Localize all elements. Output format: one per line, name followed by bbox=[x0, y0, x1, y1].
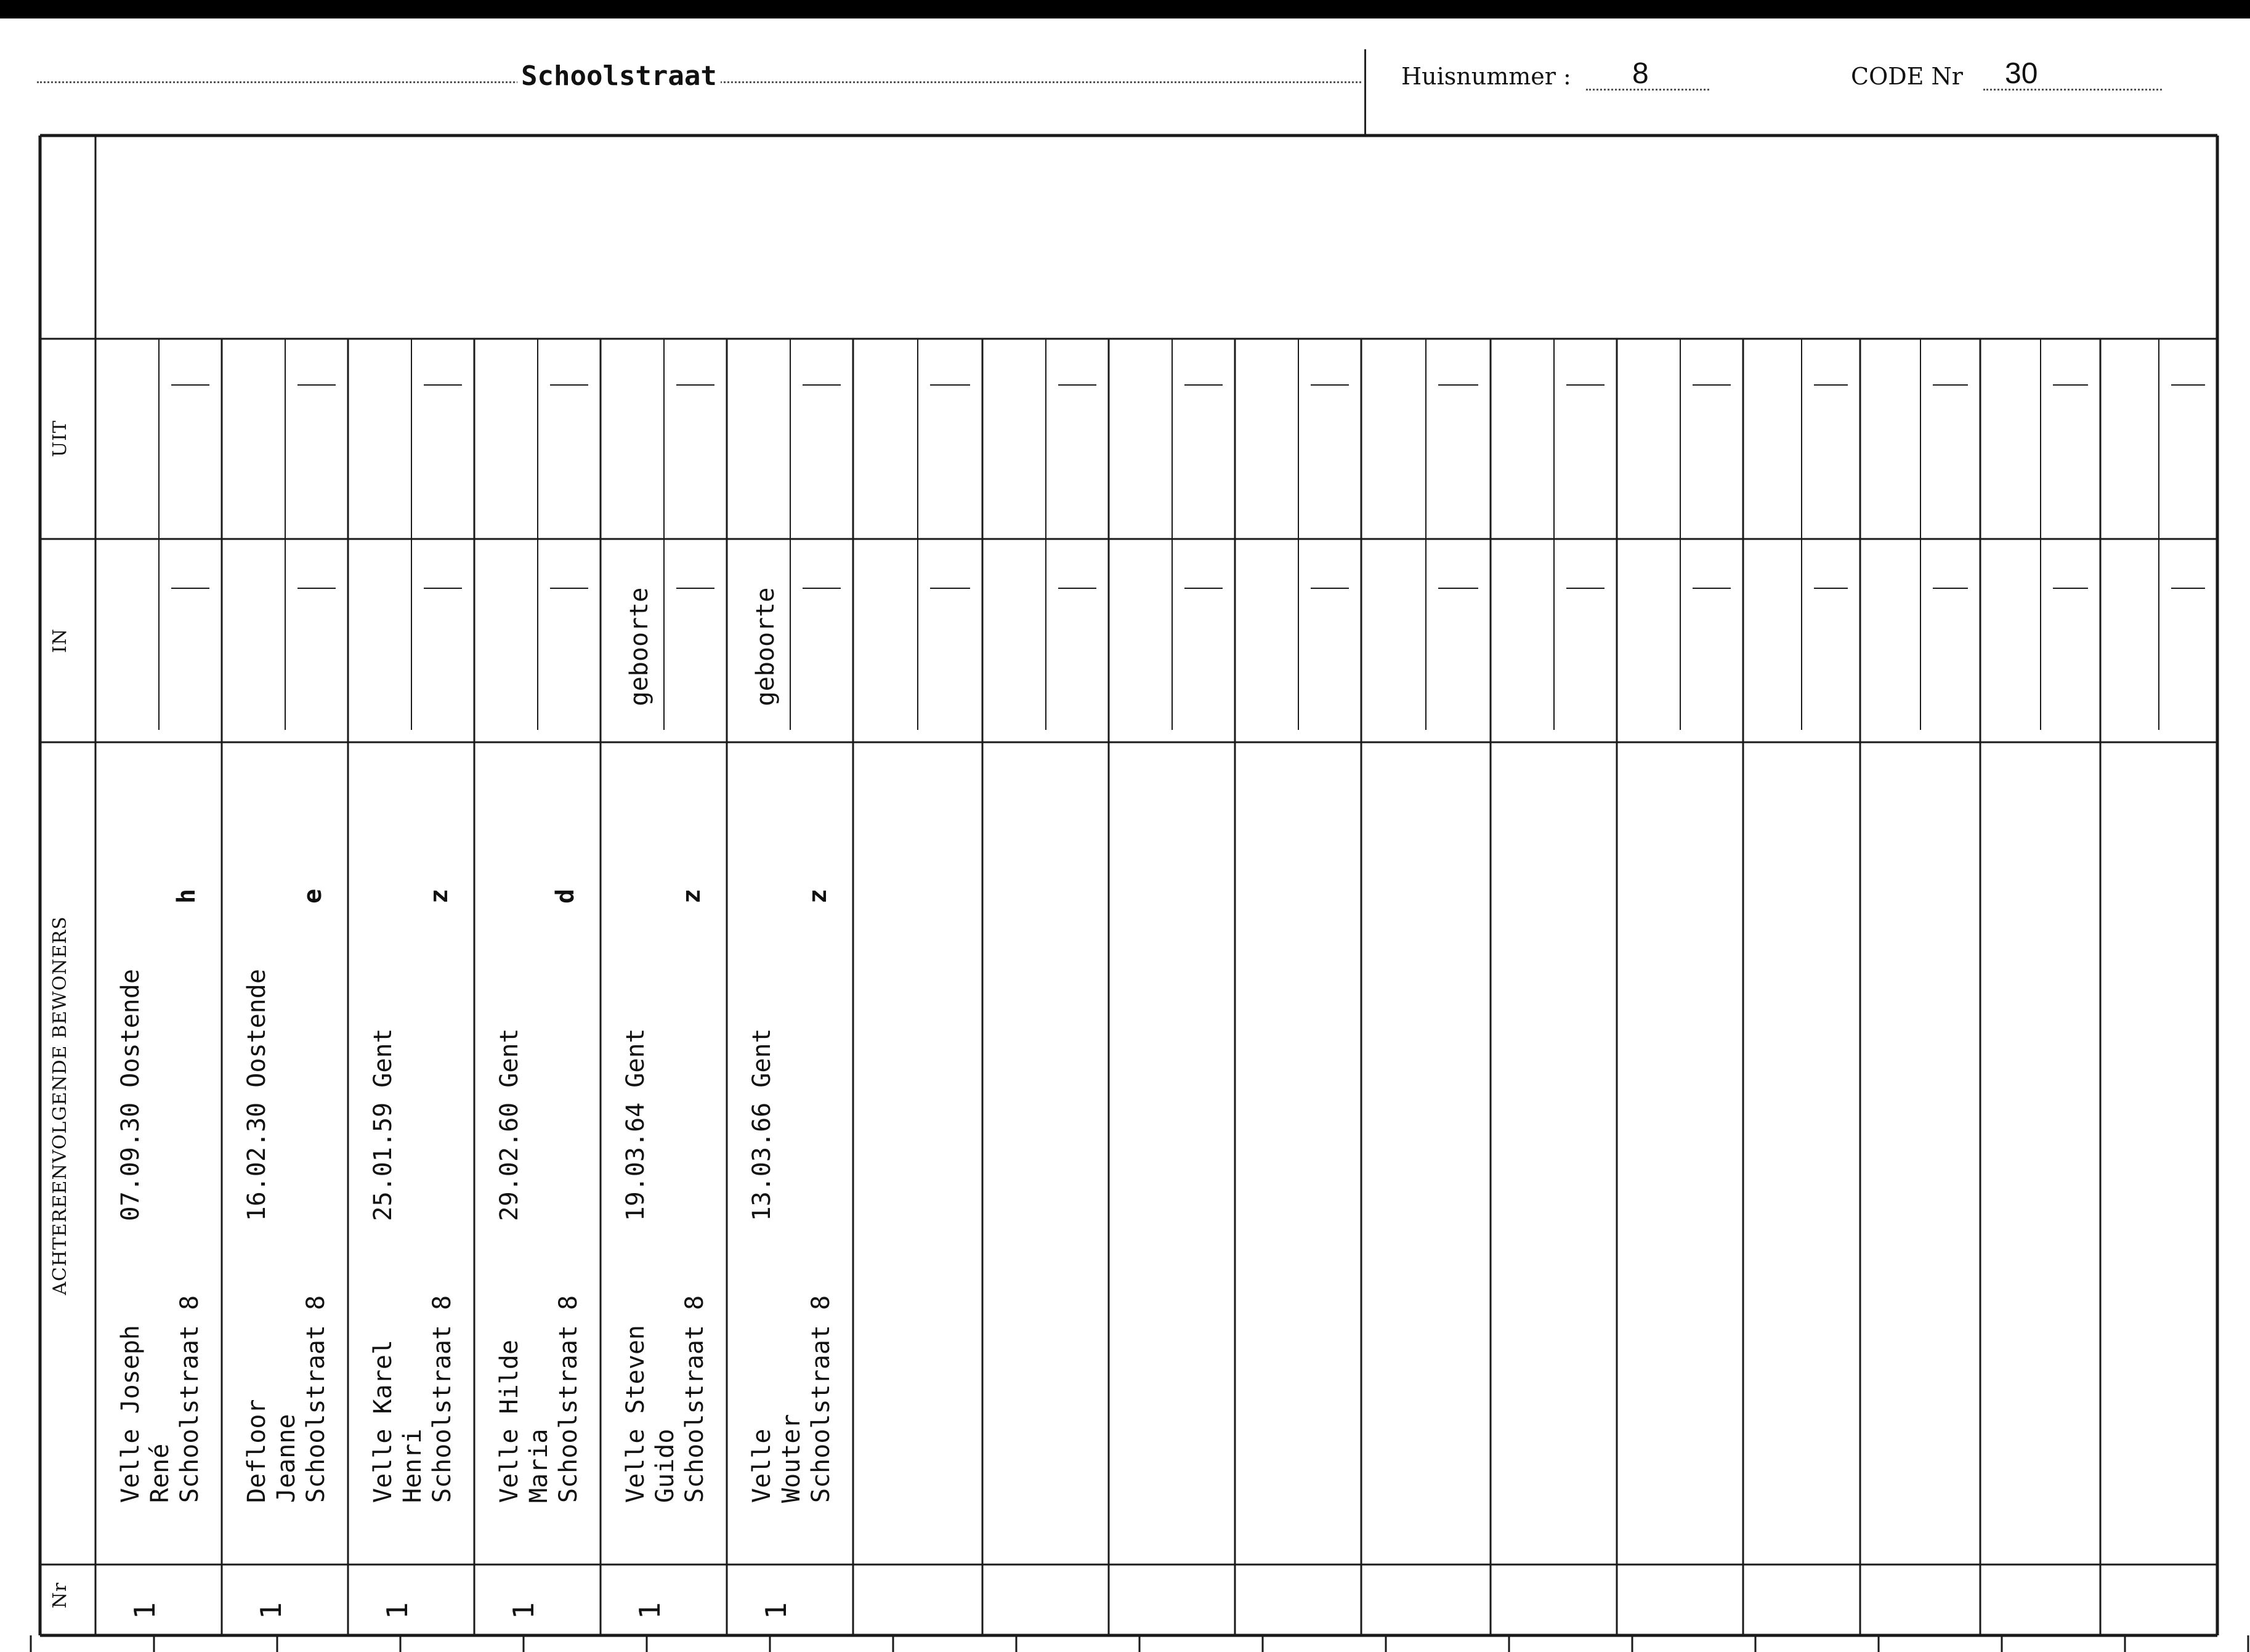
resident-name-line: Henri bbox=[398, 1265, 427, 1503]
in-row-label: IN bbox=[49, 628, 71, 654]
resident-code-letter: h bbox=[172, 888, 201, 904]
resident-name-line: Maria bbox=[524, 1265, 553, 1503]
resident-name-line: Guido bbox=[650, 1265, 679, 1503]
resident-entry bbox=[495, 764, 587, 1503]
resident-name-line: Jeanne bbox=[272, 1265, 301, 1503]
resident-entry bbox=[621, 764, 713, 1503]
resident-nr: 1 bbox=[380, 1602, 414, 1619]
resident-code-letter: z bbox=[425, 888, 453, 904]
resident-name-line: Defloor 16.02.30 Oostende bbox=[242, 969, 271, 1503]
street-name: Schoolstraat bbox=[517, 60, 721, 92]
code-value: 30 bbox=[2005, 57, 2038, 90]
resident-name-line: Velle Hilde 29.02.60 Gent bbox=[495, 1028, 524, 1503]
in-note: geboorte bbox=[751, 587, 780, 707]
resident-name-line: Velle Steven 19.03.64 Gent bbox=[621, 1028, 650, 1503]
resident-address: Schoolstraat 8 bbox=[301, 1265, 330, 1503]
nr-row-label: Nr bbox=[49, 1582, 71, 1609]
resident-name-line: Velle Karel 25.01.59 Gent bbox=[368, 1028, 397, 1503]
resident-code-letter: z bbox=[678, 888, 706, 904]
resident-code-letter: e bbox=[299, 888, 327, 904]
resident-nr: 1 bbox=[254, 1602, 288, 1619]
resident-entry bbox=[368, 764, 461, 1503]
resident-entry bbox=[242, 764, 334, 1503]
resident-nr: 1 bbox=[633, 1602, 666, 1619]
uit-row-label: UIT bbox=[49, 419, 71, 458]
resident-name-line: Wouter bbox=[777, 1265, 806, 1503]
resident-code-letter: d bbox=[551, 888, 580, 904]
resident-code-letter: z bbox=[804, 888, 832, 904]
resident-address: Schoolstraat 8 bbox=[175, 1265, 204, 1503]
resident-nr: 1 bbox=[127, 1602, 161, 1619]
resident-address: Schoolstraat 8 bbox=[806, 1265, 835, 1503]
resident-entry bbox=[116, 764, 208, 1503]
resident-entry bbox=[747, 764, 840, 1503]
code-label: CODE Nr bbox=[1851, 63, 1963, 90]
house-number-label: Huisnummer : bbox=[1401, 63, 1571, 90]
resident-name-line: René bbox=[145, 1265, 174, 1503]
house-number-value: 8 bbox=[1632, 57, 1649, 90]
resident-address: Schoolstraat 8 bbox=[427, 1265, 456, 1503]
in-note: geboorte bbox=[625, 587, 654, 707]
resident-name-line: Velle 13.03.66 Gent bbox=[747, 1028, 776, 1503]
residents-row-label: ACHTEREENVOLGENDE BEWONERS bbox=[49, 916, 71, 1295]
resident-address: Schoolstraat 8 bbox=[680, 1265, 709, 1503]
resident-nr: 1 bbox=[759, 1602, 793, 1619]
resident-nr: 1 bbox=[506, 1602, 540, 1619]
resident-name-line: Velle Joseph 07.09.30 Oostende bbox=[116, 969, 145, 1503]
resident-address: Schoolstraat 8 bbox=[554, 1265, 583, 1503]
